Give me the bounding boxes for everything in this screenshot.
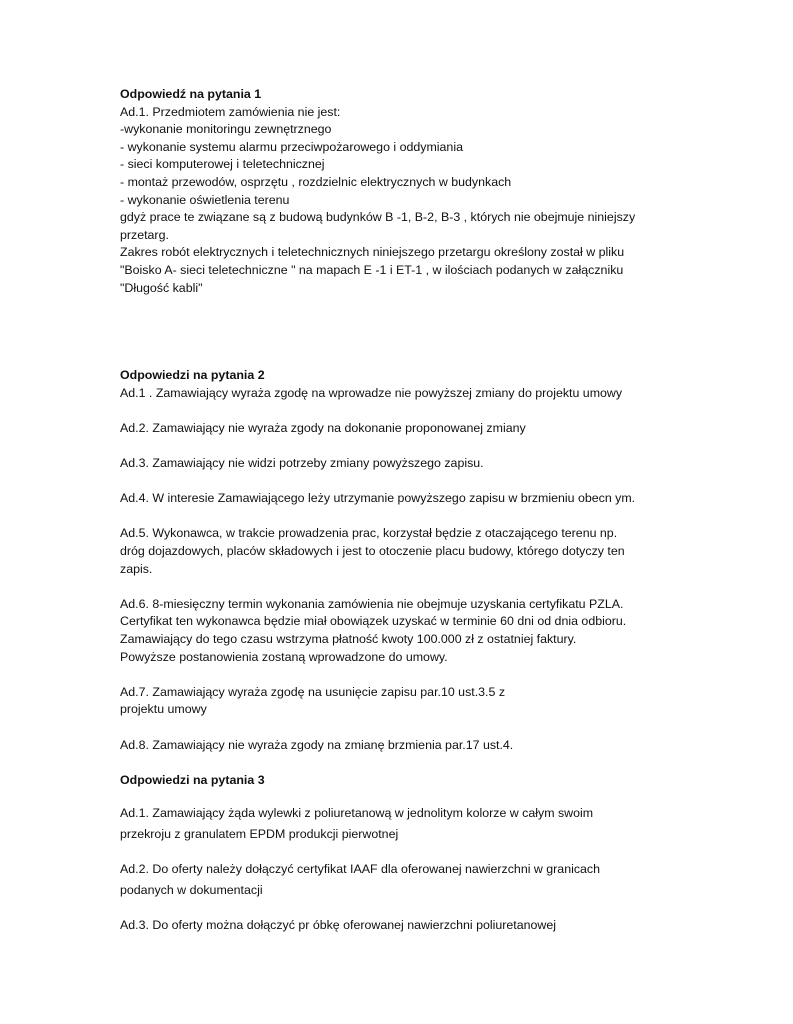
s3-ad1-line-1: Ad.1. Zamawiający żąda wylewki z poliuretanową w jednolitym kolorze w całym swoim [120,806,594,821]
s3-ad2-line-1: Ad.2. Do oferty należy dołączyć certyfikat IAAF dla oferowanej nawierzchni w granicach [120,862,601,877]
s2-ad7-line-2: projektu umowy [120,702,207,717]
s1-line-3: - wykonanie systemu alarmu przeciwpożarowego i oddymiania [120,139,463,154]
s1-line-8: przetarg. [120,227,169,242]
section-2-heading: Odpowiedzi na pytania 2 [120,368,265,383]
s2-ad1: Ad.1 . Zamawiający wyraża zgodę na wprowadze nie powyższej zmiany do projektu umowy [120,385,623,400]
s2-ad6-line-3: Zamawiający do tego czasu wstrzyma płatność kwoty 100.000 zł z ostatniej faktury. [120,632,577,647]
document-page [120,86,680,936]
s1-line-1: Ad.1. Przedmiotem zamówienia nie jest: [120,104,341,119]
s3-ad3: Ad.3. Do oferty można dołączyć pr óbkę oferowanej nawierzchni poliuretanowej [120,918,556,933]
s2-ad2: Ad.2. Zamawiający nie wyraża zgody na dokonanie proponowanej zmiany [120,420,526,435]
s1-line-6: - wykonanie oświetlenia terenu [120,192,290,207]
s1-line-4: - sieci komputerowej i teletechnicznej [120,157,325,172]
section-3-heading: Odpowiedzi na pytania 3 [120,772,265,787]
s1-line-7: gdyż prace te związane są z budową budynków B -1, B-2, B-3 , których nie obejmuje niniejszy [120,210,636,225]
s2-ad4: Ad.4. W interesie Zamawiającego leży utrzymanie powyższego zapisu w brzmieniu obecn ym. [120,491,636,506]
section-1-heading: Odpowiedź na pytania 1 [120,87,262,101]
s1-line-5: - montaż przewodów, osprzętu , rozdzielnic elektrycznych w budynkach [120,174,512,189]
s2-ad5-line-3: zapis. [120,561,153,576]
s2-ad5-line-1: Ad.5. Wykonawca, w trakcie prowadzenia prac, korzystał będzie z otaczającego terenu np. [120,526,618,541]
s2-ad6-line-2: Certyfikat ten wykonawca będzie miał obowiązek uzyskać w terminie 60 dni od dnia odbioru. [120,614,627,629]
s1-line-11: "Długość kabli" [120,280,203,295]
s2-ad6-line-1: Ad.6. 8-miesięczny termin wykonania zamówienia nie obejmuje uzyskania certyfikatu PZLA. [120,596,624,611]
s2-ad7-line-1: Ad.7. Zamawiający wyraża zgodę na usunięcie zapisu par.10 ust.3.5 z [120,684,506,699]
s3-ad2-line-2: podanych w dokumentacji [120,883,263,898]
s1-line-9: Zakres robót elektrycznych i teletechnicznych niniejszego przetargu określony został w pliku [120,245,625,260]
s2-ad5-line-2: dróg dojazdowych, placów składowych i jest to otoczenie placu budowy, którego dotyczy ten [120,544,625,559]
s2-ad3: Ad.3. Zamawiający nie widzi potrzeby zmiany powyższego zapisu. [120,456,484,471]
s2-ad6-line-4: Powyższe postanowienia zostaną wprowadzone do umowy. [120,649,448,664]
s2-ad8: Ad.8. Zamawiający nie wyraża zgody na zmianę brzmienia par.17 ust.4. [120,737,514,752]
s1-line-10: "Boisko A- sieci teletechniczne " na mapach E -1 i ET-1 , w ilościach podanych w załączniku [120,262,624,277]
s1-line-2: -wykonanie monitoringu zewnętrznego [120,122,332,137]
s3-ad1-line-2: przekroju z granulatem EPDM produkcji pierwotnej [120,827,399,842]
